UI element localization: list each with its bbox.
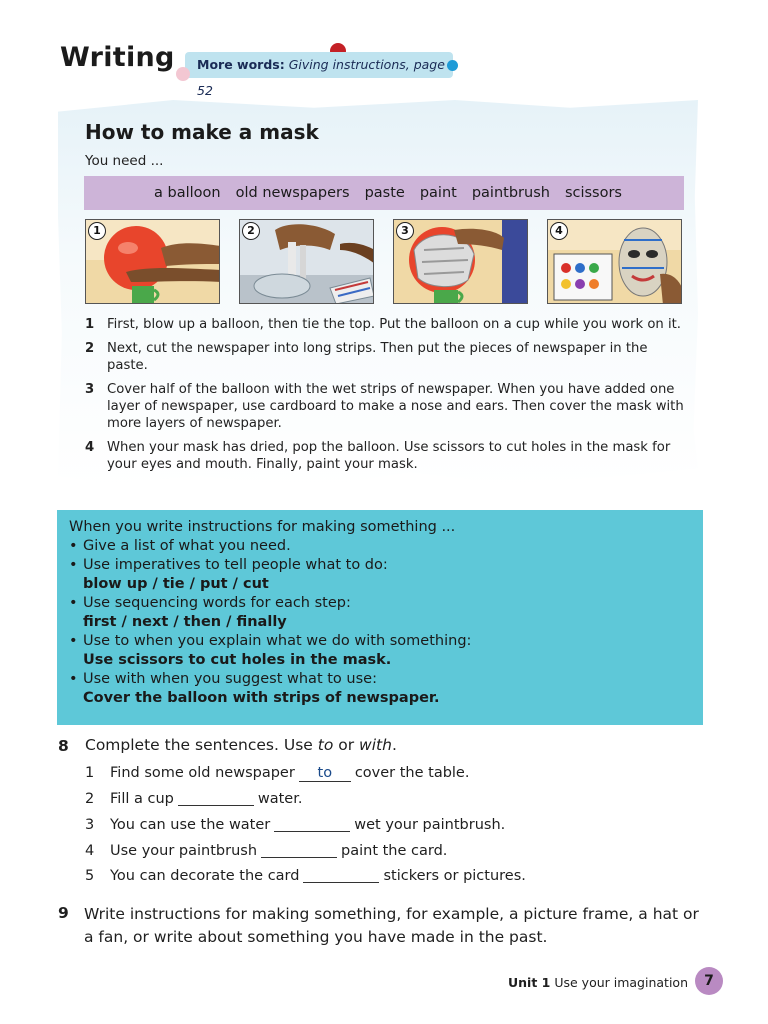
sentence-number: 3 bbox=[85, 817, 95, 833]
pink-dot-decoration bbox=[176, 67, 190, 81]
list-item bbox=[85, 381, 685, 432]
step-text: When your mask has dried, pop the balloon. Use scissors to cut holes in the mask for your eyes and mouth. Finally, paint your mask. bbox=[107, 440, 671, 472]
step-3-illustration bbox=[393, 219, 528, 304]
material-item: paste bbox=[364, 185, 405, 201]
instruction-text: or bbox=[338, 736, 355, 754]
list-item: • Give a list of what you need. bbox=[69, 538, 291, 554]
material-item: paint bbox=[419, 185, 457, 201]
page-title: Writing bbox=[60, 42, 175, 73]
instruction-text: Complete the sentences. Use bbox=[85, 736, 313, 754]
instruction-keyword: to bbox=[317, 736, 334, 754]
instruction-keyword: with bbox=[359, 736, 392, 754]
step-number-badge: 2 bbox=[242, 222, 260, 240]
exercise-sentence bbox=[85, 817, 505, 833]
tip-text: Use sequencing words for each step: bbox=[83, 595, 351, 611]
tip-text: Give a list of what you need. bbox=[83, 538, 291, 554]
tip-example: blow up / tie / put / cut bbox=[83, 576, 269, 592]
answer-blank[interactable] bbox=[261, 843, 337, 858]
material-item: a balloon bbox=[154, 185, 221, 201]
exercise-sentence bbox=[85, 791, 302, 807]
step-number: 2 bbox=[85, 341, 95, 356]
blue-dot-decoration bbox=[447, 60, 458, 71]
step-number-badge: 3 bbox=[396, 222, 414, 240]
page-number: 7 bbox=[695, 967, 723, 995]
exercise-sentence bbox=[85, 765, 469, 782]
list-item: • Use to when you explain what we do with something: bbox=[69, 633, 472, 649]
sentence-start: You can use the water bbox=[110, 817, 271, 833]
you-need-label: You need ... bbox=[85, 153, 164, 169]
step-2-illustration bbox=[239, 219, 374, 304]
sentence-end: wet your paintbrush. bbox=[354, 817, 506, 833]
step-text: Cover half of the balloon with the wet strips of newspaper. When you have added one layer of newspaper, use cardboard to make a nose and ears. Then cover the mask with more layers of newspaper. bbox=[107, 382, 684, 431]
material-item: paintbrush bbox=[471, 185, 550, 201]
mask-heading: How to make a mask bbox=[85, 120, 319, 144]
sentence-number: 4 bbox=[85, 843, 95, 859]
sentence-end: cover the table. bbox=[354, 765, 470, 781]
writing-tips-box bbox=[57, 510, 703, 725]
tip-text: Use imperatives to tell people what to do: bbox=[83, 557, 388, 573]
list-item bbox=[85, 316, 685, 333]
sentence-number: 2 bbox=[85, 791, 95, 807]
materials-bar bbox=[84, 176, 684, 210]
step-number: 1 bbox=[85, 317, 95, 332]
instruction-text: . bbox=[391, 736, 397, 754]
more-words-label: More words: bbox=[197, 57, 285, 72]
exercise-9-number: 9 bbox=[58, 904, 69, 922]
step-number-badge: 1 bbox=[88, 222, 106, 240]
tip-example: Cover the balloon with strips of newspaper. bbox=[83, 690, 440, 706]
answer-blank-filled: to bbox=[299, 765, 351, 782]
list-item: • Use with when you suggest what to use: bbox=[69, 671, 377, 687]
step-number: 4 bbox=[85, 440, 95, 455]
material-item: scissors bbox=[564, 185, 622, 201]
sentence-end: paint the card. bbox=[341, 843, 448, 859]
step-text: Next, cut the newspaper into long strips. Then put the pieces of newspaper in the paste. bbox=[107, 341, 648, 373]
sentence-number: 5 bbox=[85, 868, 95, 884]
tip-text: Use with when you suggest what to use: bbox=[83, 671, 377, 687]
sentence-end: stickers or pictures. bbox=[383, 868, 526, 884]
sentence-number: 1 bbox=[85, 765, 95, 781]
material-item: old newspapers bbox=[235, 185, 350, 201]
answer-blank[interactable] bbox=[178, 791, 254, 806]
exercise-8-number: 8 bbox=[58, 737, 69, 755]
exercise-sentence bbox=[85, 868, 526, 884]
exercise-sentence bbox=[85, 843, 447, 859]
sentence-start: Find some old newspaper bbox=[110, 765, 295, 781]
step-1-illustration bbox=[85, 219, 220, 304]
step-text: First, blow up a balloon, then tie the top. Put the balloon on a cup while you work on it. bbox=[107, 317, 681, 332]
step-4-illustration bbox=[547, 219, 682, 304]
list-item: • Use imperatives to tell people what to do: bbox=[69, 557, 388, 573]
answer-blank[interactable] bbox=[303, 868, 379, 883]
tip-example: first / next / then / finally bbox=[83, 614, 287, 630]
sentence-start: Fill a cup bbox=[110, 791, 174, 807]
unit-label: Unit 1 bbox=[508, 975, 551, 990]
tip-text: Use to when you explain what we do with something: bbox=[83, 633, 472, 649]
step-number-badge: 4 bbox=[550, 222, 568, 240]
tips-intro: When you write instructions for making something ... bbox=[69, 519, 456, 535]
list-item bbox=[85, 340, 685, 374]
exercise-9-instruction: Write instructions for making something, for example, a picture frame, a hat or a fan, or write about something you have made in the past. bbox=[84, 905, 699, 946]
step-number: 3 bbox=[85, 382, 95, 397]
more-words-banner bbox=[185, 52, 453, 98]
list-item bbox=[85, 439, 685, 473]
sentence-start: You can decorate the card bbox=[110, 868, 300, 884]
tip-example: Use scissors to cut holes in the mask. bbox=[83, 652, 392, 668]
more-words-reference: Giving instructions, page 52 bbox=[197, 57, 445, 98]
instruction-steps bbox=[85, 316, 685, 480]
sentence-end: water. bbox=[257, 791, 303, 807]
sentence-start: Use your paintbrush bbox=[110, 843, 258, 859]
exercise-8-instruction bbox=[85, 736, 397, 754]
footer-unit bbox=[508, 975, 688, 990]
answer-blank[interactable] bbox=[274, 817, 350, 832]
list-item: • Use sequencing words for each step: bbox=[69, 595, 351, 611]
unit-title: Use your imagination bbox=[554, 975, 688, 990]
